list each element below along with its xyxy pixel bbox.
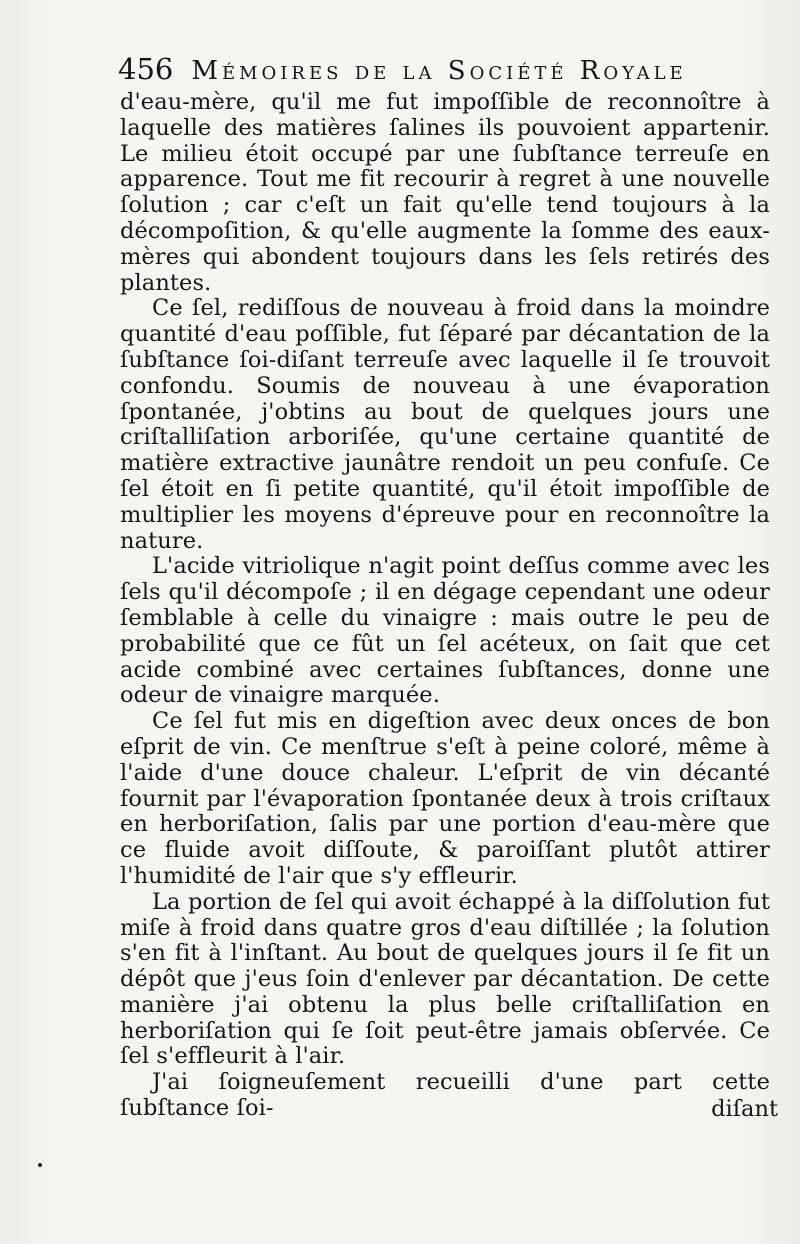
page-header (118, 52, 798, 88)
paragraph-4: Ce ſel fut mis en digeſtion avec deux onces de bon eſprit de vin. Ce menſtrue s'eſt à peine coloré, même à l'aide d'une douce chaleur. L'eſprit de vin décanté fournit par l'évaporation ſpontanée deux à trois criſtaux en herboriſation, ſalis par une portion d'eau-mère que ce fluide avoit diſſoute, & paroiſſant plutôt attirer l'humidité de l'air que s'y effleurir. (120, 708, 770, 889)
body-text (120, 90, 770, 1122)
catchword: diſant (711, 1096, 778, 1122)
paragraph-5: La portion de ſel qui avoit échappé à la diſſolution fut miſe à froid dans quatre gros d'eau diſtillée ; la ſolution s'en fit à l'inſtant. Au bout de quelques jours il ſe fit un dépôt que j'eus ſoin d'enlever par décantation. De cette manière j'ai obtenu la plus belle criſtalliſation en herboriſation qui ſe ſoit peut-être jamais obſervée. Ce ſel s'effleurit à l'air. (120, 888, 770, 1070)
paragraph-6: J'ai ſoigneuſement recueilli d'une part cette ſubſtance ſoi- (120, 1069, 770, 1122)
page-number: 456 (118, 52, 174, 86)
ink-speck (38, 1163, 42, 1167)
paragraph-2: Ce ſel, rediſſous de nouveau à froid dans la moindre quantité d'eau poſſible, fut ſéparé par décantation de la ſubſtance ſoi-diſant terreuſe avec laquelle il ſe trouvoit confondu. Soumis de nouveau à une évaporation ſpontanée, j'obtins au bout de quelques jours une criſtalliſation arboriſée, qu'une certaine quantité de matière extractive jaunâtre rendoit un peu confuſe. Ce ſel étoit en ſi petite quantité, qu'il étoit impoſſible de multiplier les moyens d'épreuve pour en reconnoître la nature. (120, 295, 770, 554)
paragraph-1: d'eau-mère, qu'il me fut impoſſible de reconnoître à laquelle des matières ſalines ils pouvoient appartenir. Le milieu étoit occupé par une ſubſtance terreuſe en apparence. Tout me fit recourir à regret à une nouvelle ſolution ; car c'eſt un fait qu'elle tend toujours à la décompoſition, & qu'elle augmente la ſomme des eaux-mères qui abondent toujours dans les ſels retirés des plantes. (120, 89, 770, 296)
paragraph-3: L'acide vitriolique n'agit point deſſus comme avec les ſels qu'il décompoſe ; il en dégage cependant une odeur ſemblable à celle du vinaigre : mais outre le peu de probabilité que ce fût un ſel acéteux, on ſait que cet acide combiné avec certaines ſubſtances, donne une odeur de vinaigre marquée. (120, 553, 770, 709)
running-head: Mémoires de la Société Royale (191, 56, 687, 86)
